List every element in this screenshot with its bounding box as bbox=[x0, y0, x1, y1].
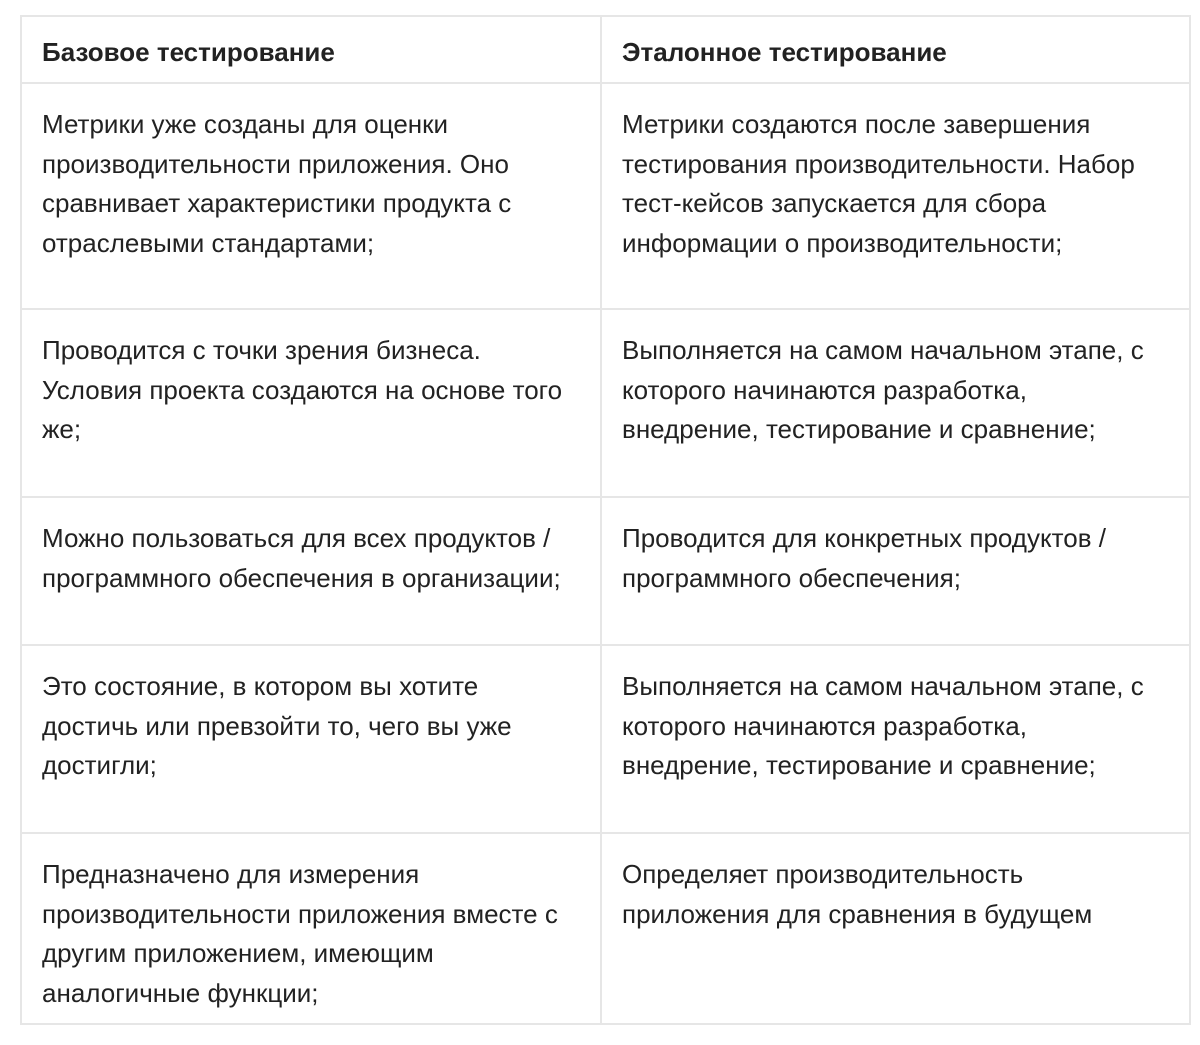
table-cell-baseline: Метрики уже созданы для оценки производительности приложения. Оно сравнивает характеристики продукта с отраслевыми стандартами; bbox=[21, 83, 601, 309]
table-cell-baseline: Это состояние, в котором вы хотите достичь или превзойти то, чего вы уже достигли; bbox=[21, 645, 601, 833]
table-cell-baseline: Предназначено для измерения производительности приложения вместе с другим приложением, имеющим аналогичные функции; bbox=[21, 833, 601, 1024]
header-row bbox=[21, 16, 1190, 83]
table-cell-benchmark: Выполняется на самом начальном этапе, с которого начинаются разработка, внедрение, тестирование и сравнение; bbox=[601, 645, 1190, 833]
table-cell-benchmark: Проводится для конкретных продуктов / программного обеспечения; bbox=[601, 497, 1190, 645]
table-row bbox=[21, 309, 1190, 497]
comparison-table bbox=[20, 15, 1191, 1025]
comparison-table-container bbox=[20, 15, 1189, 1025]
table-row bbox=[21, 833, 1190, 1024]
table-row bbox=[21, 83, 1190, 309]
table-cell-baseline: Проводится с точки зрения бизнеса. Условия проекта создаются на основе того же; bbox=[21, 309, 601, 497]
table-cell-benchmark: Выполняется на самом начальном этапе, с которого начинаются разработка, внедрение, тестирование и сравнение; bbox=[601, 309, 1190, 497]
header-benchmark-testing: Эталонное тестирование bbox=[601, 16, 1190, 83]
table-row bbox=[21, 645, 1190, 833]
table-header bbox=[21, 16, 1190, 83]
header-baseline-testing: Базовое тестирование bbox=[21, 16, 601, 83]
table-cell-benchmark: Определяет производительность приложения для сравнения в будущем bbox=[601, 833, 1190, 1024]
table-row bbox=[21, 497, 1190, 645]
table-body bbox=[21, 83, 1190, 1024]
table-cell-baseline: Можно пользоваться для всех продуктов / программного обеспечения в организации; bbox=[21, 497, 601, 645]
table-cell-benchmark: Метрики создаются после завершения тестирования производительности. Набор тест-кейсов запускается для сбора информации о производительности; bbox=[601, 83, 1190, 309]
